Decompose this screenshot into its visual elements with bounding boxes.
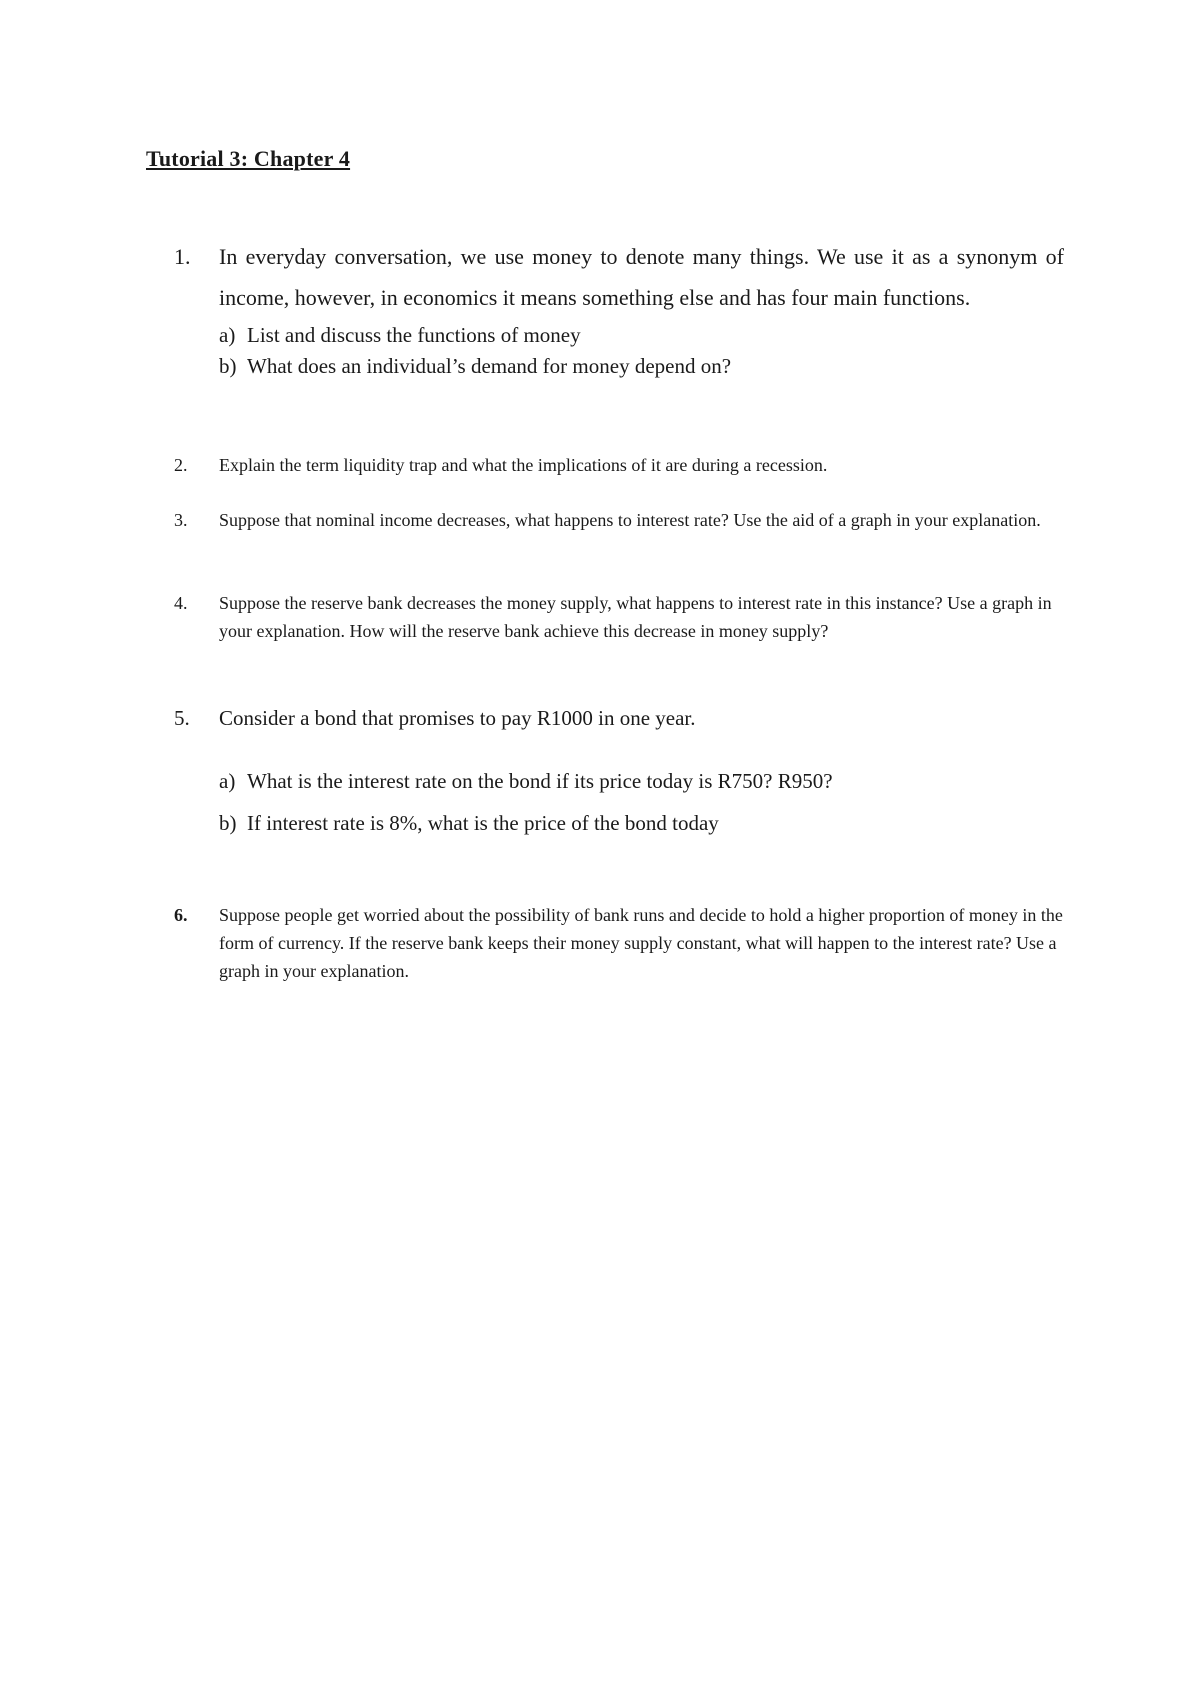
question-text: Suppose people get worried about the possibility of bank runs and decide to hold a higher proportion of money in the form of currency. If the reserve bank keeps their money supply constant, what will happen to the interest rate? Use a graph in your explanation.: [219, 905, 1063, 981]
part-text: What does an individual’s demand for money depend on?: [247, 354, 732, 378]
question-part: [174, 320, 1064, 351]
question-5: [174, 703, 1064, 839]
question-text: Explain the term liquidity trap and what the implications of it are during a recession.: [219, 455, 828, 475]
question-part: [174, 766, 1064, 797]
question-number: 5.: [174, 706, 190, 730]
question-text: Consider a bond that promises to pay R1000 in one year.: [219, 706, 696, 730]
question-part: [174, 351, 1064, 382]
question-text: Suppose that nominal income decreases, what happens to interest rate? Use the aid of a graph in your explanation.: [219, 510, 1041, 530]
part-letter: b): [219, 354, 237, 378]
part-letter: a): [219, 323, 236, 347]
question-4: [174, 589, 1064, 645]
part-text: List and discuss the functions of money: [247, 323, 581, 347]
question-part: [174, 808, 1064, 839]
part-letter: b): [219, 811, 237, 835]
part-letter: a): [219, 769, 236, 793]
part-text: What is the interest rate on the bond if its price today is R750? R950?: [247, 769, 833, 793]
question-1: [174, 236, 1064, 382]
question-text: In everyday conversation, we use money to denote many things. We use it as a synonym of income, however, in economics it means something else and has four main functions.: [219, 244, 1064, 310]
question-number: 2.: [174, 455, 188, 475]
page-title: Tutorial 3: Chapter 4: [146, 146, 351, 171]
question-number: 4.: [174, 593, 188, 613]
question-number: 3.: [174, 510, 188, 530]
question-number: 6.: [174, 905, 188, 925]
part-text: If interest rate is 8%, what is the price of the bond today: [247, 811, 719, 835]
question-number: 1.: [174, 244, 191, 269]
question-6: [174, 901, 1064, 985]
question-text: Suppose the reserve bank decreases the money supply, what happens to interest rate in this instance? Use a graph in your explanation. How will the reserve bank achieve this decrease in money supply?: [219, 593, 1052, 641]
question-2: [174, 451, 1064, 479]
question-3: [174, 506, 1064, 534]
